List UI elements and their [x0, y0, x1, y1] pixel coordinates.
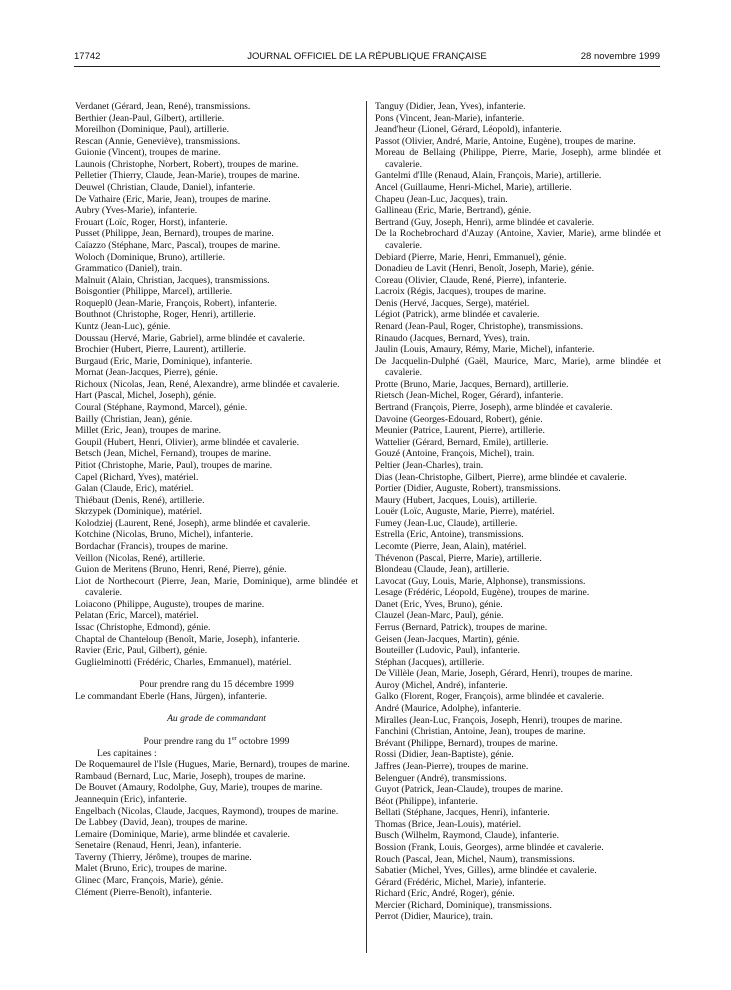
officer-entry: Ancel (Guillaume, Henri-Michel, Marie), artillerie. [375, 182, 572, 194]
officer-entry: De Labbey (David, Jean), troupes de marine. [75, 817, 248, 829]
officer-entry: Veillon (Nicolas, René), artillerie. [75, 552, 206, 564]
officer-list [375, 101, 661, 923]
officer-entry: Caïazzo (Stéphane, Marc, Pascal), troupes de marine. [75, 239, 281, 251]
officer-entry: De la Rochebrochard d'Auzay (Antoine, Xavier, Marie), arme blindée et cavalerie. [375, 228, 661, 251]
officer-entry: Aubry (Yves-Marie), infanterie. [75, 205, 198, 217]
officer-entry: Rescan (Annie, Geneviève), transmissions. [75, 135, 241, 147]
officer-entry: Kotchine (Nicolas, Bruno, Michel), infanterie. [75, 529, 253, 541]
officer-entry: Busch (Wilhelm, Raymond, Claude), infanterie. [375, 830, 559, 842]
officer-entry: Bertrand (François, Pierre, Joseph), arme blindée et cavalerie. [375, 402, 613, 414]
officer-entry: Goupil (Hubert, Henri, Olivier), arme blindée et cavalerie. [75, 436, 300, 448]
officer-entry: Verdanet (Gérard, Jean, René), transmissions. [75, 101, 251, 112]
single-officer-entry: Le commandant Eberle (Hans, Jürgen), infanterie. [75, 690, 268, 702]
officer-entry: Denis (Hervé, Jacques, Serge), matériel. [375, 297, 530, 309]
officer-entry: Portier (Didier, Auguste, Robert), transmissions. [375, 483, 561, 495]
officer-entry: Rossi (Didier, Jean-Baptiste), génie. [375, 749, 514, 761]
officer-entry: Kuntz (Jean-Luc), génie. [75, 320, 171, 332]
officer-entry: Brochier (Hubert, Pierre, Laurent), artillerie. [75, 344, 247, 356]
grade-heading: Au grade de commandant [167, 713, 266, 725]
officer-entry: Guion de Meritens (Bruno, Henri, René, Pierre), génie. [75, 564, 287, 576]
officer-entry: Jaffres (Jean-Pierre), troupes de marine. [375, 760, 529, 772]
officer-entry: Frouart (Loïc, Roger, Horst), infanterie. [75, 216, 228, 228]
officer-entry: Berthier (Jean-Paul, Gilbert), artillerie. [75, 112, 225, 124]
officer-entry: Tanguy (Didier, Jean, Yves), infanterie. [375, 101, 526, 112]
officer-entry: Clément (Pierre-Benoît), infanterie. [75, 886, 212, 898]
officer-entry: Guyot (Patrick, Jean-Claude), troupes de marine. [375, 784, 564, 796]
officer-entry: Stéphan (Jacques), artillerie. [375, 656, 485, 668]
officer-entry: Dias (Jean-Christophe, Gilbert, Pierre), arme blindée et cavalerie. [375, 471, 627, 483]
officer-entry: Hart (Pascal, Michel, Joseph), génie. [75, 390, 217, 402]
captains-label: Les capitaines : [97, 747, 157, 759]
officer-entry: Légiot (Patrick), arme blindée et cavalerie. [375, 309, 540, 321]
officer-entry: Malnuit (Alain, Christian, Jacques), transmissions. [75, 274, 270, 286]
officer-entry: Liot de Northecourt (Pierre, Jean, Marie, Dominique), arme blindée et cavalerie. [75, 575, 358, 599]
officer-entry: Lecomte (Pierre, Jean, Alain), matériel. [375, 540, 527, 552]
officer-entry: Bouthnot (Christophe, Roger, Henri), artillerie. [75, 309, 256, 321]
officer-entry: Galko (Florent, Roger, François), arme blindée et cavalerie. [375, 691, 604, 703]
officer-entry: De Jacquelin-Dulphé (Gaël, Maurice, Marc, Marie), arme blindée et cavalerie. [375, 355, 661, 379]
officer-entry: Guionie (Vincent), troupes de marine. [75, 147, 221, 159]
officer-entry: Senetaire (Renaud, Henri, Jean), infanterie. [75, 840, 242, 852]
officer-entry: Danet (Eric, Yves, Bruno), génie. [375, 598, 503, 610]
officer-entry: Estrella (Eric, Antoine), transmissions. [375, 529, 524, 541]
officer-entry: Auroy (Michel, André), infanterie. [375, 679, 508, 691]
officer-entry: Gantelmi d'Ille (Renaud, Alain, François, Marie), artillerie. [375, 170, 602, 182]
officer-entry: Lavocat (Guy, Louis, Marie, Alphonse), transmissions. [375, 575, 586, 587]
officer-entry: Capel (Richard, Yves), matériel. [75, 471, 199, 483]
officer-entry: Gouzé (Antoine, François, Michel), train. [375, 448, 535, 460]
officer-entry: Passot (Olivier, André, Marie, Antoine, Eugène), troupes de marine. [375, 135, 636, 147]
captains-list [75, 759, 358, 898]
officer-entry: Skrzypek (Dominique), matériel. [75, 506, 202, 518]
officer-entry: Lesage (Frédéric, Léopold, Eugène), troupes de marine. [375, 587, 590, 599]
officer-entry: Loiacono (Philippe, Auguste), troupes de marine. [75, 598, 265, 610]
officer-entry: Maury (Hubert, Jacques, Louis), artillerie. [375, 494, 537, 506]
officer-entry: Boisgontier (Philippe, Marcel), artillerie. [75, 286, 233, 298]
officer-entry: Issac (Christophe, Edmond), génie. [75, 622, 211, 634]
officer-entry: Louër (Loïc, Auguste, Marie, Pierre), matériel. [375, 506, 555, 518]
officer-entry: Meunier (Patrice, Laurent, Pierre), artillerie. [375, 425, 545, 437]
header-rule [74, 66, 660, 67]
officer-entry: Ferrus (Bernard, Patrick), troupes de marine. [375, 622, 548, 634]
officer-entry: Malet (Bruno, Eric), troupes de marine. [75, 863, 227, 875]
officer-entry: Bouteiller (Ludovic, Paul), infanterie. [375, 645, 520, 657]
officer-entry: Blondeau (Claude, Jean), artillerie. [375, 564, 510, 576]
officer-entry: Pusset (Philippe, Jean, Bernard), troupes de marine. [75, 228, 274, 240]
officer-entry: Debiard (Pierre, Marie, Henri, Emmanuel), génie. [375, 251, 567, 263]
rank-date-heading: Pour prendre rang du 15 décembre 1999 [139, 679, 294, 691]
officer-entry: Sabatier (Michel, Yves, Gilles), arme blindée et cavalerie. [375, 865, 597, 877]
officer-entry: Bossion (Frank, Louis, Georges), arme blindée et cavalerie. [375, 842, 604, 853]
officer-entry: Thévenon (Pascal, Pierre, Marie), artillerie. [375, 552, 542, 564]
officer-entry: Miralles (Jean-Luc, François, Joseph, Henri), troupes de marine. [375, 714, 623, 726]
officer-entry: Geisen (Jean-Jacques, Martin), génie. [375, 633, 520, 645]
officer-entry: Engelbach (Nicolas, Claude, Jacques, Raymond), troupes de marine. [75, 805, 339, 817]
officer-entry: Mercier (Richard, Dominique), transmissions. [375, 899, 552, 911]
officer-entry: Pons (Vincent, Jean-Marie), infanterie. [375, 112, 525, 124]
issue-date: 28 novembre 1999 [580, 51, 660, 62]
officer-list [75, 101, 358, 668]
officer-entry: Kolodziej (Laurent, René, Joseph), arme blindée et cavalerie. [75, 517, 311, 529]
journal-title: JOURNAL OFFICIEL DE LA RÉPUBLIQUE FRANÇAISE [247, 51, 487, 62]
officer-entry: Chapeu (Jean-Luc, Jacques), train. [375, 193, 508, 205]
officer-entry: Guglielminotti (Frédéric, Charles, Emmanuel), matériel. [75, 656, 292, 668]
officer-entry: De Bouvet (Amaury, Rodolphe, Guy, Marie), troupes de marine. [75, 782, 323, 794]
officer-entry: De Roquemaurel de l'Isle (Hugues, Marie, Bernard), troupes de marine. [75, 759, 350, 771]
officer-entry: Thiébaut (Denis, René), artillerie. [75, 494, 205, 506]
officer-entry: Rouch (Pascal, Jean, Michel, Naum), transmissions. [375, 853, 575, 865]
officer-entry: Bordachar (Francis), troupes de marine. [75, 540, 228, 552]
officer-entry: Protte (Bruno, Marie, Jacques, Bernard), artillerie. [375, 378, 569, 390]
officer-entry: Peltier (Jean-Charles), train. [375, 459, 484, 471]
officer-entry: Millet (Eric, Jean), troupes de marine. [75, 425, 221, 437]
officer-entry: Renard (Jean-Paul, Roger, Christophe), transmissions. [375, 320, 583, 332]
officer-entry: Fanchini (Christian, Antoine, Jean), troupes de marine. [375, 726, 586, 738]
officer-entry: Gallineau (Eric, Marie, Bertrand), génie. [375, 205, 532, 217]
officer-entry: André (Maurice, Adolphe), infanterie. [375, 703, 521, 715]
officer-entry: Taverny (Thierry, Jérôme), troupes de marine. [75, 851, 252, 863]
officer-entry: Lacroix (Régis, Jacques), troupes de marine. [375, 286, 547, 298]
officer-entry: Bertrand (Guy, Joseph, Henri), arme blindée et cavalerie. [375, 216, 595, 228]
right-column [375, 101, 661, 923]
officer-entry: Chaptal de Chanteloup (Benoît, Marie, Joseph), infanterie. [75, 633, 300, 645]
officer-entry: Belenguer (André), transmissions. [375, 772, 507, 784]
officer-entry: Clauzel (Jean-Marc, Paul), génie. [375, 610, 504, 622]
page-header [74, 51, 660, 65]
officer-entry: Brévant (Philippe, Bernard), troupes de marine. [375, 737, 558, 749]
officer-entry: Doussau (Hervé, Marie, Gabriel), arme blindée et cavalerie. [75, 332, 305, 344]
rank-date-heading: Pour prendre rang du 1er octobre 1999 [143, 735, 290, 748]
officer-entry: Coural (Stéphane, Raymond, Marcel), génie. [75, 402, 248, 414]
officer-entry: Pelletier (Thierry, Claude, Jean-Marie), troupes de marine. [75, 170, 300, 182]
officer-entry: Jeannequin (Eric), infanterie. [75, 793, 187, 805]
officer-entry: Coreau (Olivier, Claude, René, Pierre), infanterie. [375, 274, 567, 286]
officer-entry: Burgaud (Eric, Marie, Dominique), infanterie. [75, 355, 253, 367]
officer-entry: Bailly (Christian, Jean), génie. [75, 413, 193, 425]
column-divider [366, 101, 367, 953]
page-number: 17742 [74, 51, 101, 62]
officer-entry: Moreau de Bellaing (Philippe, Pierre, Marie, Joseph), arme blindée et cavalerie. [375, 147, 661, 170]
officer-entry: Mornat (Jean-Jacques, Pierre), génie. [75, 367, 218, 379]
officer-entry: Davoine (Georges-Edouard, Robert), génie. [375, 413, 543, 425]
officer-entry: Richard (Eric, André, Roger), génie. [375, 888, 515, 900]
officer-entry: Lemaire (Dominique, Marie), arme blindée et cavalerie. [75, 828, 290, 840]
officer-entry: Thomas (Brice, Jean-Louis), matériel. [375, 818, 521, 830]
officer-entry: Ravier (Eric, Paul, Gilbert), génie. [75, 645, 208, 657]
officer-entry: Jaulin (Louis, Amaury, Rémy, Marie, Michel), infanterie. [375, 344, 595, 356]
officer-entry: Richoux (Nicolas, Jean, René, Alexandre), arme blindée et cavalerie. [75, 378, 340, 390]
officer-entry: Rambaud (Bernard, Luc, Marie, Joseph), troupes de marine. [75, 770, 306, 782]
officer-entry: De Villèle (Jean, Marie, Joseph, Gérard, Henri), troupes de marine. [375, 668, 633, 680]
officer-entry: Galan (Claude, Eric), matériel. [75, 483, 194, 495]
officer-entry: Betsch (Jean, Michel, Fernand), troupes de marine. [75, 448, 272, 460]
officer-entry: Moreilhon (Dominique, Paul), artillerie. [75, 124, 229, 136]
officer-entry: Pelatan (Eric, Marcel), matériel. [75, 610, 199, 622]
officer-entry: Jeand'heur (Lionel, Gérard, Léopold), infanterie. [375, 124, 562, 136]
officer-entry: De Vathaire (Eric, Marie, Jean), troupes de marine. [75, 193, 271, 205]
officer-entry: Rietsch (Jean-Michel, Roger, Gérard), infanterie. [375, 390, 564, 402]
officer-entry: Donadieu de Lavit (Henri, Benoît, Joseph, Marie), génie. [375, 263, 594, 275]
officer-entry: Glinec (Marc, François, Marie), génie. [75, 875, 224, 886]
officer-entry: Pitiot (Christophe, Marie, Paul), troupes de marine. [75, 459, 273, 471]
officer-entry: Gérard (Frédéric, Michel, Marie), infanterie. [375, 876, 547, 888]
officer-entry: Perrot (Didier, Maurice), train. [375, 911, 493, 923]
officer-entry: Fumey (Jean-Luc, Claude), artillerie. [375, 517, 518, 529]
officer-entry: Deuwel (Christian, Claude, Daniel), infanterie. [75, 182, 256, 194]
left-column [75, 101, 358, 898]
officer-entry: Wattelier (Gérard, Bernard, Emile), artillerie. [375, 436, 549, 448]
officer-entry: Roquepl0 (Jean-Marie, François, Robert), infanterie. [75, 297, 277, 309]
officer-entry: Launois (Christophe, Norbert, Robert), troupes de marine. [75, 158, 299, 170]
officer-entry: Woloch (Dominique, Bruno), artillerie. [75, 251, 226, 263]
officer-entry: Béot (Philippe), infanterie. [375, 795, 478, 807]
officer-entry: Bellati (Stéphane, Jacques, Henri), infanterie. [375, 807, 550, 819]
officer-entry: Grammatico (Daniel), train. [75, 263, 183, 275]
officer-entry: Rinaudo (Jacques, Bernard, Yves), train. [375, 332, 530, 344]
